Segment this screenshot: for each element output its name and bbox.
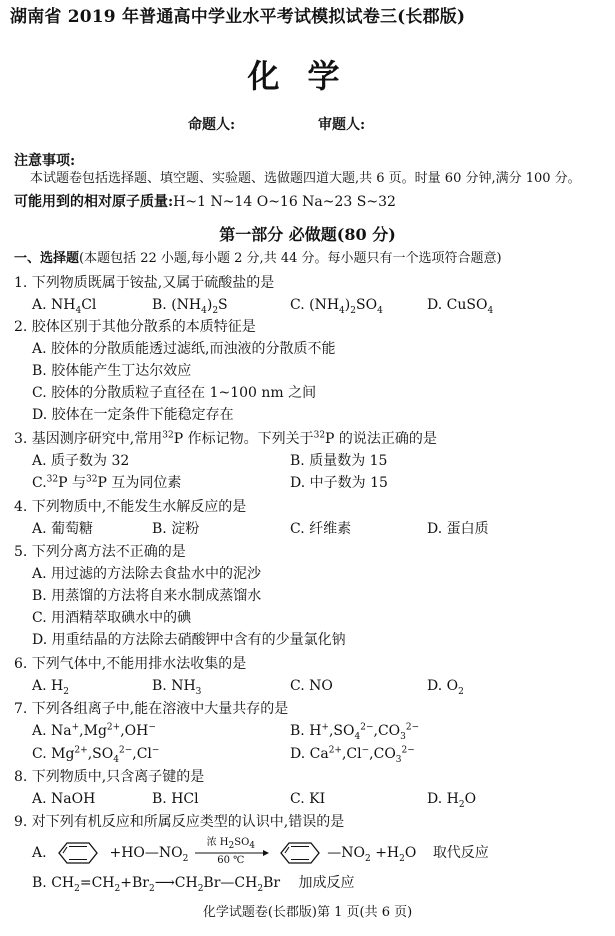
q6-option-a: A. $H_2$ xyxy=(32,678,69,697)
q7-option-d: D. $Ca^{2+},Cl^-,CO_3^{2-}$ xyxy=(290,745,415,765)
q9-option-b: B. $CH_2=CH_2+Br_2⟶CH_2Br—CH_2Br$ 加成反应 xyxy=(32,875,355,894)
q6-option-d: D. $O_2$ xyxy=(427,678,464,697)
q1-option-b: B. $(NH_4)_2S$ xyxy=(152,297,228,316)
q5-option-d: D. 用重结晶的方法除去硝酸钾中含有的少量氯化钠 xyxy=(32,632,346,648)
question-3-stem: 3. 基因测序研究中,常用$^{32}$P 作标记物。下列关于$^{32}$P 的说法正确的是 xyxy=(14,430,437,447)
q3-option-a: A. 质子数为 32 xyxy=(32,453,130,469)
question-9-stem: 9. 对下列有机反应和所属反应类型的认识中,错误的是 xyxy=(14,814,345,830)
q3-option-d: D. 中子数为 15 xyxy=(290,475,388,491)
section1-label: 一、选择题 xyxy=(14,251,80,266)
q1-option-a: A. $NH_4Cl$ xyxy=(32,297,97,316)
q7-option-a: A. $Na^+,Mg^{2+},OH^-$ xyxy=(32,722,156,739)
q6-option-b: B. $NH_3$ xyxy=(152,678,202,697)
q2-option-a: A. 胶体的分散质能透过滤纸,而浊液的分散质不能 xyxy=(32,341,336,357)
q2-option-b: B. 胶体能产生丁达尔效应 xyxy=(32,363,192,379)
question-5-stem: 5. 下列分离方法不正确的是 xyxy=(14,544,186,560)
benzene-ring-icon xyxy=(273,840,327,866)
part1-heading: 第一部分 必做题(80 分) xyxy=(219,225,396,244)
section1-desc: (本题包括 22 小题,每小题 2 分,共 44 分。每小题只有一个选项符合题意) xyxy=(79,251,502,266)
q7-option-b: B. $H^+,SO_4^{2-},CO_3^{2-}$ xyxy=(290,722,420,742)
q8-option-c: C. KI xyxy=(290,791,326,807)
benzene-ring-icon xyxy=(51,840,105,866)
q8-option-a: A. NaOH xyxy=(32,791,96,807)
q4-option-b: B. 淀粉 xyxy=(152,521,200,537)
q5-option-a: A. 用过滤的方法除去食盐水中的泥沙 xyxy=(32,566,262,582)
question-6-stem: 6. 下列气体中,不能用排水法收集的是 xyxy=(14,656,247,672)
question-1-stem: 1. 下列物质既属于铵盐,又属于硫酸盐的是 xyxy=(14,275,275,291)
notes-text: 本试题卷包括选择题、填空题、实验题、选做题四道大题,共 6 页。时量 60 分钟,满分 100 分。 xyxy=(30,171,581,186)
atomic-mass-line xyxy=(14,193,396,211)
subject-title: 化学 xyxy=(247,57,368,95)
atomic-mass-values: H~1 N~14 O~16 Na~23 S~32 xyxy=(173,194,396,210)
setter-label: 命题人: xyxy=(188,117,236,133)
q5-option-c: C. 用酒精萃取碘水中的碘 xyxy=(32,610,192,626)
question-7-stem: 7. 下列各组离子中,能在溶液中大量共存的是 xyxy=(14,701,289,717)
q5-option-b: B. 用蒸馏的方法将自来水制成蒸馏水 xyxy=(32,588,262,604)
q4-option-d: D. 蛋白质 xyxy=(427,521,489,537)
q2-option-d: D. 胶体在一定条件下能稳定存在 xyxy=(32,407,234,423)
q8-option-b: B. HCl xyxy=(152,791,199,807)
section1-heading xyxy=(14,250,502,268)
question-4-stem: 4. 下列物质中,不能发生水解反应的是 xyxy=(14,499,247,515)
reviewer-label: 审题人: xyxy=(318,117,366,133)
q8-option-d: D. $H_2O$ xyxy=(427,791,477,810)
page-footer: 化学试题卷(长郡版)第 1 页(共 6 页) xyxy=(202,905,413,920)
reaction-arrow: 浓 $H_2SO_4$ 60 ℃ xyxy=(193,839,269,867)
question-2-stem: 2. 胶体区别于其他分散系的本质特征是 xyxy=(14,319,256,335)
q4-option-a: A. 葡萄糖 xyxy=(32,521,94,537)
atomic-mass-label: 可能用到的相对原子质量: xyxy=(14,194,174,210)
question-8-stem: 8. 下列物质中,只含离子键的是 xyxy=(14,769,205,785)
notes-heading: 注意事项: xyxy=(14,153,76,169)
q2-option-c: C. 胶体的分散质粒子直径在 1~100 nm 之间 xyxy=(32,385,317,401)
q7-option-c: C. $Mg^{2+},SO_4^{2-},Cl^-$ xyxy=(32,745,160,765)
q1-option-c: C. $(NH_4)_2SO_4$ xyxy=(290,297,383,316)
q9-option-a: A. $+HO—NO_2$ 浓 $H_2SO_4$ 60 ℃ $—NO_2 +H_2O$ 取代反应 xyxy=(32,837,489,866)
q6-option-c: C. NO xyxy=(290,678,333,694)
q1-option-d: D. CuSO$_4$ xyxy=(427,297,494,316)
q3-option-c: C.$^{32}$P 与$^{32}$P 互为同位素 xyxy=(32,474,182,491)
exam-title: 湖南省 2019 年普通高中学业水平考试模拟试卷三(长郡版) xyxy=(10,7,466,27)
q3-option-b: B. 质量数为 15 xyxy=(290,453,388,469)
q4-option-c: C. 纤维素 xyxy=(290,521,352,537)
